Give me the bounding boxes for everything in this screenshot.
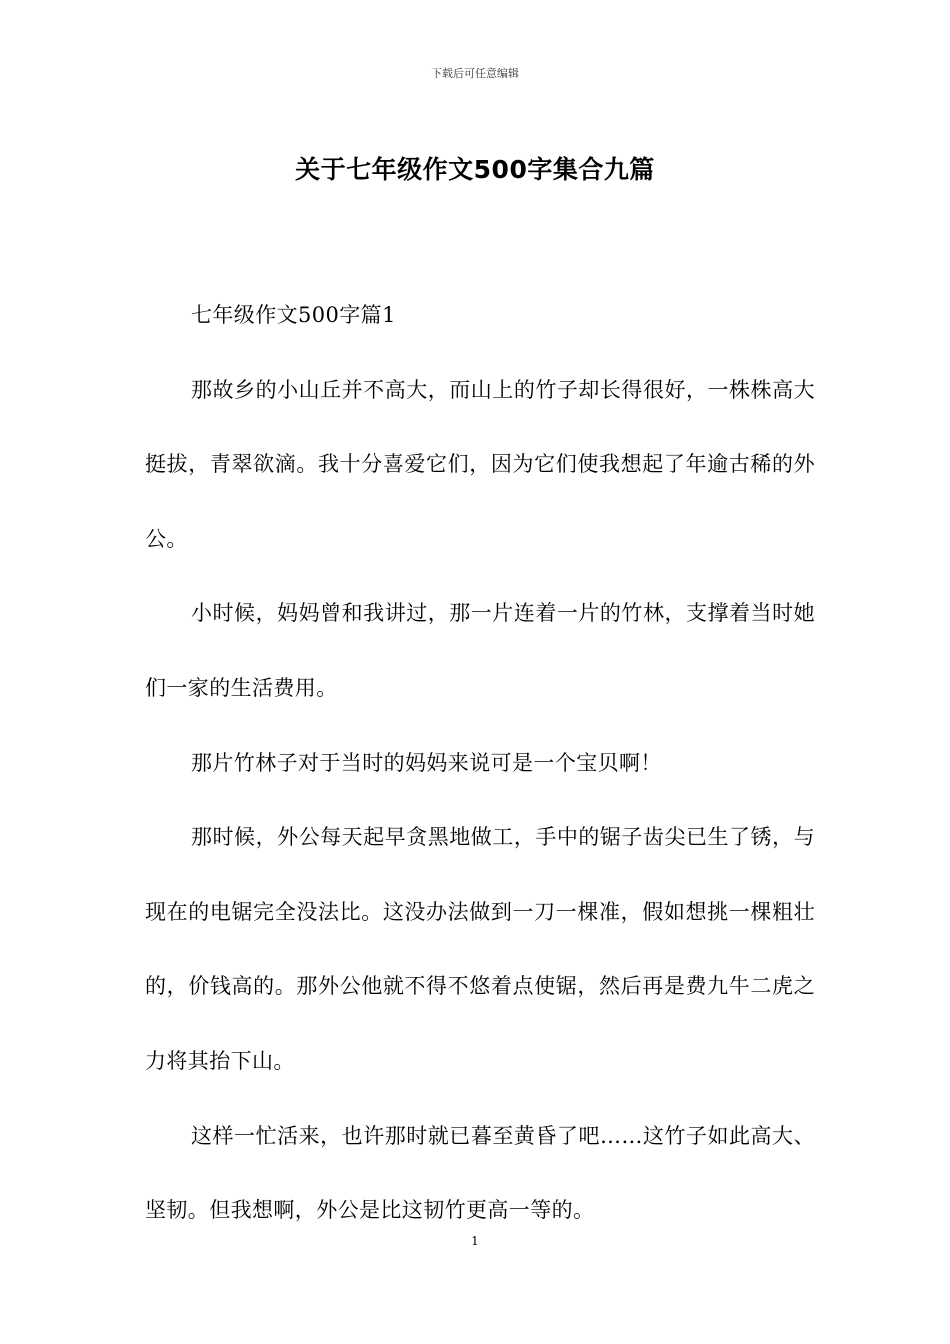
paragraph-1: 那故乡的小山丘并不高大，而山上的竹子却长得很好，一株株高大挺拔，青翠欲滴。我十分喜爱它们，因为它们使我想起了年逾古稀的外公。 (145, 377, 815, 551)
paragraph-3: 那片竹林子对于当时的妈妈来说可是一个宝贝啊！ (191, 750, 662, 775)
paragraph-2: 小时候，妈妈曾和我讲过，那一片连着一片的竹林，支撑着当时她们一家的生活费用。 (145, 601, 815, 700)
paragraph-4: 那时候，外公每天起早贪黑地做工，手中的锯子齿尖已生了锈，与现在的电锯完全没法比。这没办法做到一刀一棵准，假如想挑一棵粗壮的，价钱高的。那外公他就不得不悠着点使锯，然后再是费九牛二虎之力将其抬下山。 (145, 825, 815, 1073)
page-number: 1 (471, 1234, 479, 1248)
document-title: 关于七年级作文500字集合九篇 (295, 155, 655, 184)
document-body (145, 278, 815, 1248)
header-note: 下载后可任意编辑 (431, 67, 519, 80)
paragraph-5: 这样一忙活来，也许那时就已暮至黄昏了吧……这竹子如此高大、坚韧。但我想啊，外公是比这韧竹更高一等的。 (145, 1123, 815, 1223)
section-heading: 七年级作文500字篇1 (191, 303, 396, 327)
